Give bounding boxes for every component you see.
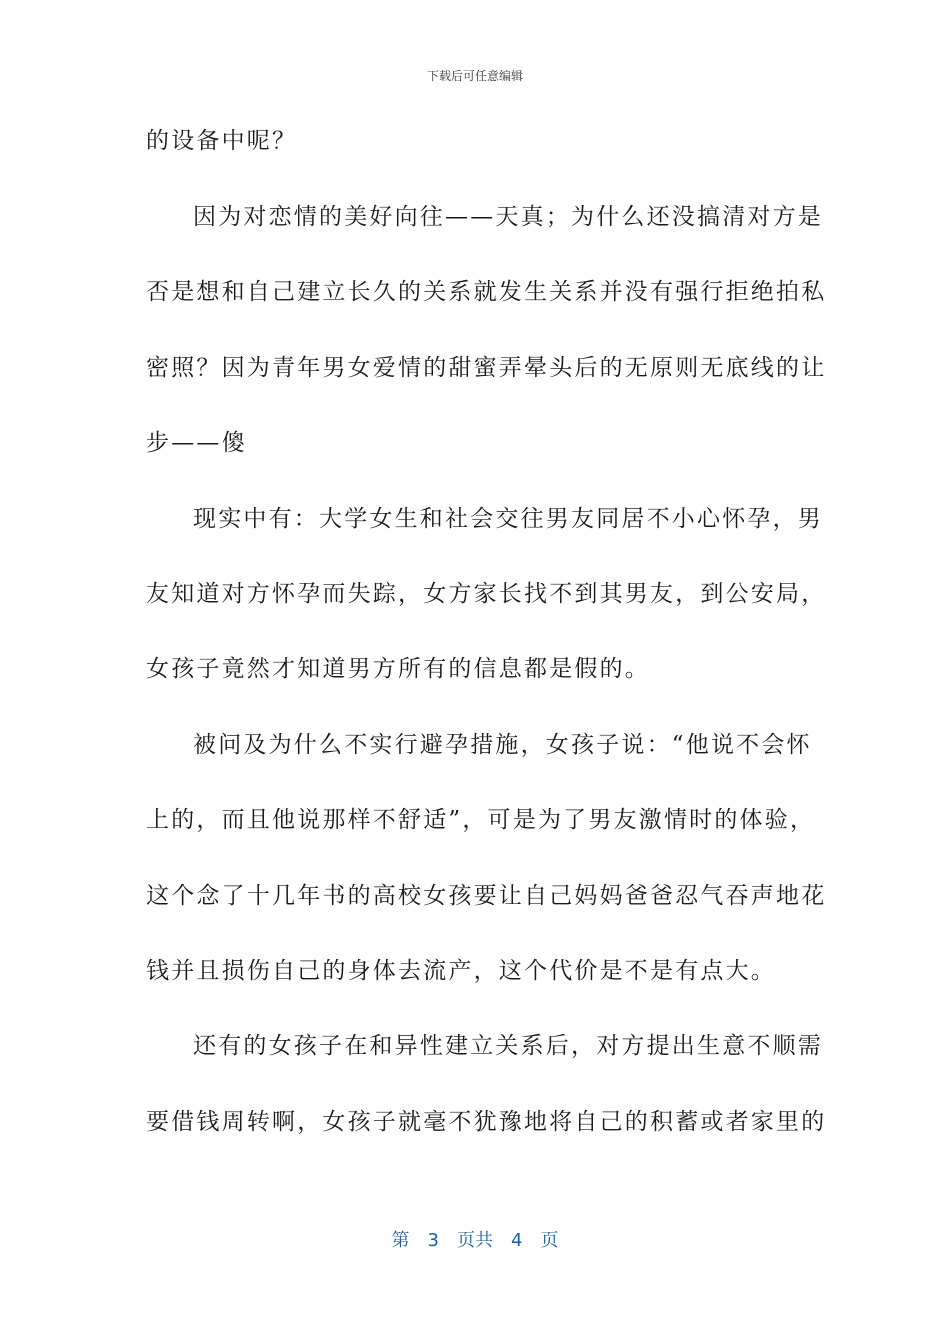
total-label: 页共 — [457, 1230, 493, 1251]
text-line: 女孩子竟然才知道男方所有的信息都是假的。 — [146, 656, 650, 682]
current-page-number: 3 — [427, 1230, 439, 1251]
header-note: 下载后可任意编辑 — [426, 69, 523, 83]
text-line: 上的，而且他说那样不舒适”，可是为了男友激情时的体验， — [146, 807, 816, 833]
text-line: 密照？因为青年男女爱情的甜蜜弄晕头后的无原则无底线的让 — [146, 355, 827, 381]
text-line: 这个念了十几年书的高校女孩要让自己妈妈爸爸忍气吞声地花 — [146, 883, 827, 909]
text-line: 被问及为什么不实行避孕措施，女孩子说：“他说不会怀 — [193, 732, 812, 758]
total-pages-number: 4 — [511, 1230, 523, 1251]
page-suffix: 页 — [540, 1230, 559, 1251]
text-line: 的设备中呢？ — [146, 128, 298, 154]
text-line: 现实中有：大学女生和社会交往男友同居不小心怀孕，男 — [193, 506, 823, 532]
text-line: 否是想和自己建立长久的关系就发生关系并没有强行拒绝拍私 — [146, 279, 827, 305]
text-line: 步——傻 — [146, 430, 247, 456]
text-line: 要借钱周转啊，女孩子就毫不犹豫地将自己的积蓄或者家里的 — [146, 1109, 827, 1135]
text-line: 还有的女孩子在和异性建立关系后，对方提出生意不顺需 — [193, 1033, 823, 1059]
text-line: 友知道对方怀孕而失踪，女方家长找不到其男友，到公安局， — [146, 581, 827, 607]
text-line: 钱并且损伤自己的身体去流产，这个代价是不是有点大。 — [146, 958, 776, 984]
page-label: 第 — [391, 1230, 410, 1251]
page-footer — [0, 1226, 950, 1252]
text-line: 因为对恋情的美好向往——天真；为什么还没搞清对方是 — [193, 204, 823, 230]
